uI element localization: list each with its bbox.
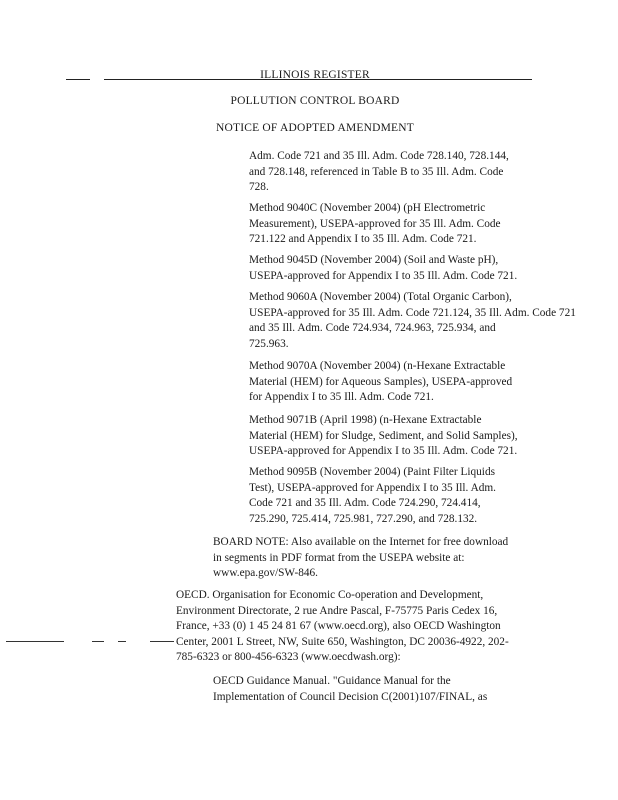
text-line: Method 9060A (November 2004) (Total Organic Carbon), bbox=[249, 291, 512, 303]
margin-mark bbox=[118, 641, 126, 642]
register-title: ILLINOIS REGISTER bbox=[260, 69, 370, 81]
entry-method-9040c bbox=[249, 201, 501, 248]
text-line: Environment Directorate, 2 rue Andre Pascal, F-75775 Paris Cedex 16, bbox=[176, 604, 498, 617]
text-line: Material (HEM) for Sludge, Sediment, and Solid Samples), bbox=[249, 429, 518, 442]
text-line: France, +33 (0) 1 45 24 81 67 (www.oecd.org), also OECD Washington bbox=[176, 620, 501, 633]
text-line: Adm. Code 721 and 35 Ill. Adm. Code 728.140, 728.144, bbox=[249, 150, 509, 162]
text-line: Code 721 and 35 Ill. Adm. Code 724.290, 724.414, bbox=[249, 497, 481, 510]
header-rule-left bbox=[66, 79, 90, 80]
text-line: 725.290, 725.414, 725.981, 727.290, and 728.132. bbox=[249, 512, 478, 525]
text-line: USEPA-approved for 35 Ill. Adm. Code 721.124, 35 Ill. Adm. Code 721 bbox=[249, 306, 576, 319]
text-line: 785-6323 or 800-456-6323 (www.oecdwash.org): bbox=[176, 651, 401, 664]
text-line: in segments in PDF format from the USEPA website at: bbox=[213, 551, 465, 564]
board-title: POLLUTION CONTROL BOARD bbox=[230, 95, 400, 107]
text-line: Test), USEPA-approved for Appendix I to 35 Ill. Adm. bbox=[249, 481, 496, 494]
margin-mark bbox=[92, 641, 104, 642]
text-line: for Appendix I to 35 Ill. Adm. Code 721. bbox=[249, 391, 434, 404]
entry-method-9095b bbox=[249, 465, 496, 527]
text-line: OECD. Organisation for Economic Co-operation and Development, bbox=[176, 589, 484, 601]
text-line: Material (HEM) for Aqueous Samples), USEPA-approved bbox=[249, 375, 513, 388]
oecd-guidance-manual bbox=[213, 674, 487, 705]
notice-title: NOTICE OF ADOPTED AMENDMENT bbox=[215, 122, 415, 134]
entry-method-9060a bbox=[249, 290, 576, 352]
entry-method-9071b bbox=[249, 413, 518, 460]
text-line: Method 9045D (November 2004) (Soil and Waste pH), bbox=[249, 254, 499, 266]
text-line: and 35 Ill. Adm. Code 724.934, 724.963, 725.934, and bbox=[249, 322, 496, 335]
text-line: Center, 2001 L Street, NW, Suite 650, Washington, DC 20036-4922, 202- bbox=[176, 635, 509, 648]
text-line: Implementation of Council Decision C(2001)107/FINAL, as bbox=[213, 690, 488, 703]
board-note bbox=[213, 535, 508, 582]
text-line: Method 9095B (November 2004) (Paint Filter Liquids bbox=[249, 466, 495, 478]
text-line: and 728.148, referenced in Table B to 35 Ill. Adm. Code bbox=[249, 165, 504, 178]
text-line: 725.963. bbox=[249, 337, 289, 350]
margin-mark bbox=[150, 641, 174, 642]
entry-method-9070a bbox=[249, 359, 512, 406]
text-line: Method 9070A (November 2004) (n-Hexane Extractable bbox=[249, 360, 506, 372]
oecd-entry bbox=[176, 588, 509, 666]
text-line: OECD Guidance Manual. "Guidance Manual for the bbox=[213, 675, 451, 687]
text-line: Method 9040C (November 2004) (pH Electrometric bbox=[249, 202, 486, 214]
text-line: Method 9071B (April 1998) (n-Hexane Extractable bbox=[249, 414, 482, 426]
text-line: USEPA-approved for Appendix I to 35 Ill. Adm. Code 721. bbox=[249, 269, 518, 282]
text-line: BOARD NOTE: Also available on the Internet for free download bbox=[213, 536, 509, 548]
text-line: 721.122 and Appendix I to 35 Ill. Adm. Code 721. bbox=[249, 233, 477, 246]
text-line: Measurement), USEPA-approved for 35 Ill. Adm. Code bbox=[249, 217, 501, 230]
text-line: www.epa.gov/SW-846. bbox=[213, 567, 319, 580]
text-line: USEPA-approved for Appendix I to 35 Ill. Adm. Code 721. bbox=[249, 445, 518, 458]
entry-adm-code bbox=[249, 149, 509, 196]
text-line: 728. bbox=[249, 181, 269, 194]
margin-mark bbox=[6, 641, 64, 642]
entry-method-9045d bbox=[249, 253, 517, 284]
